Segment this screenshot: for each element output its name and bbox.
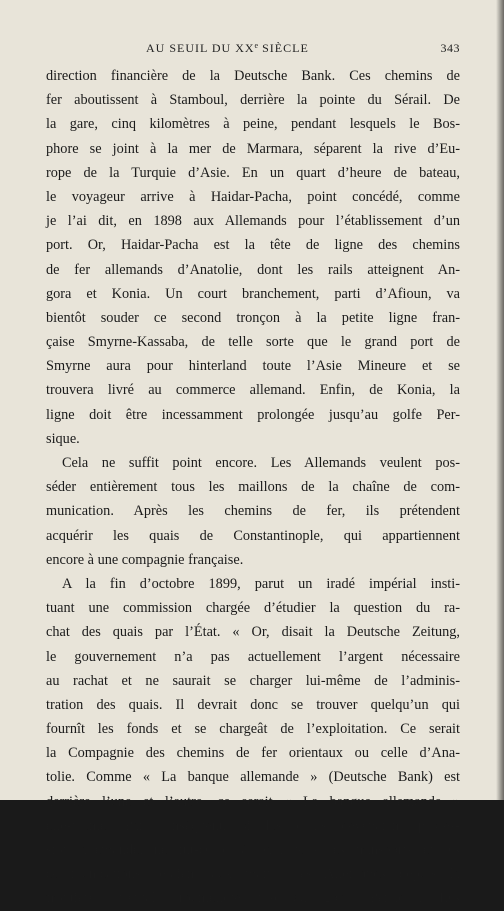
- text-line: port. Or, Haidar-Pacha est la tête de ligne des chemins: [46, 237, 460, 254]
- text-line: tuant une commission chargée d’étudier la question du ra-: [46, 600, 460, 617]
- text-line: sion allemande, ne fût-ce qu’à bail, tous les transports et les: [46, 842, 460, 858]
- text-line: sique.: [46, 430, 80, 447]
- text-line: derrière l’une et l’autre, ce serait « La banque allemande »: [46, 793, 460, 810]
- paragraph-start-line: Cela ne suffit point encore. Les Allemands veulent pos-: [62, 455, 460, 471]
- page-number: 343: [440, 41, 460, 55]
- text-line: fournît les fonds et se chargeât de l’exploitation. Ce serait: [46, 721, 460, 738]
- text-line: chat des quais par l’État. « Or, disait la Deutsche Zeitung,: [46, 624, 460, 641]
- text-line: elle-même. Par conséquent, si les quais devenaient posses-: [46, 817, 460, 834]
- text-line: je l’ai dit, en 1898 aux Allemands pour l’établissement d’un: [46, 213, 460, 230]
- text-line: acquérir les quais de Constantinople, qui appartiennent: [46, 527, 460, 544]
- text-line: Smyrne aura pour hinterland toute l’Asie Mineure et se: [46, 358, 460, 375]
- text-line: munication. Après les chemins de fer, ils prétendent: [46, 503, 460, 520]
- text-line: ligne doit être incessamment prolongée jusqu’au golfe Per-: [46, 406, 460, 423]
- text-line: tolie. Comme « La banque allemande » (Deutsche Bank) est: [46, 769, 460, 786]
- page-header: [46, 41, 460, 57]
- text-line: tration des quais. Il devrait donc se trouver quelqu’un qui: [46, 696, 460, 713]
- text-line: encore à une compagnie française.: [46, 551, 244, 568]
- text-line: rope de la Turquie d’Asie. En un quart d’heure de bateau,: [46, 164, 460, 181]
- paragraph-start-line: A la fin d’octobre 1899, parut un iradé impérial insti-: [62, 575, 460, 592]
- text-line: çaise Smyrne-Kassaba, de telle sorte que le grand port de: [46, 334, 460, 351]
- text-line: frontière orientale rouméliote jusqu’au golfe Persique. Les: [46, 890, 460, 907]
- text-line: gora et Konia. Un court branchement, parti d’Afioun, va: [46, 285, 460, 302]
- text-line: de fer allemands d’Anatolie, dont les rails atteignent An-: [46, 261, 460, 278]
- body-text: [46, 64, 460, 911]
- running-head: AU SEUIL DU XXe SIÈCLE: [146, 41, 309, 55]
- text-line: séder entièrement tous les maillons de la chaîne de com-: [46, 479, 460, 496]
- text-line: trouvera livré au commerce allemand. Enfin, de Konia, la: [46, 382, 460, 399]
- text-line: fer aboutissent à Stamboul, derrière la pointe du Sérail. De: [46, 92, 460, 109]
- text-line: la gare, cinq kilomètres à peine, pendant lesquels le Bos-: [46, 116, 460, 133]
- text-line: le gouvernement n’a pas actuellement l’argent nécessaire: [46, 648, 460, 665]
- text-line: communications seraient aux mains des Allemands depuis la: [46, 866, 460, 883]
- text-line: le voyageur arrive à Haidar-Pacha, point concédé, comme: [46, 188, 460, 205]
- text-line: phore se joint à la mer de Marmara, séparent la rive d’Eu-: [46, 140, 460, 157]
- text-line: bientôt souder ce second tronçon à la petite ligne fran-: [46, 309, 460, 326]
- text-line: au rachat et ne saurait se charger lui-même de l’adminis-: [46, 672, 460, 689]
- text-line: direction financière de la Deutsche Bank. Ces chemins de: [46, 68, 460, 84]
- text-line: la Compagnie des chemins de fer orientaux ou celle d’Ana-: [46, 745, 460, 762]
